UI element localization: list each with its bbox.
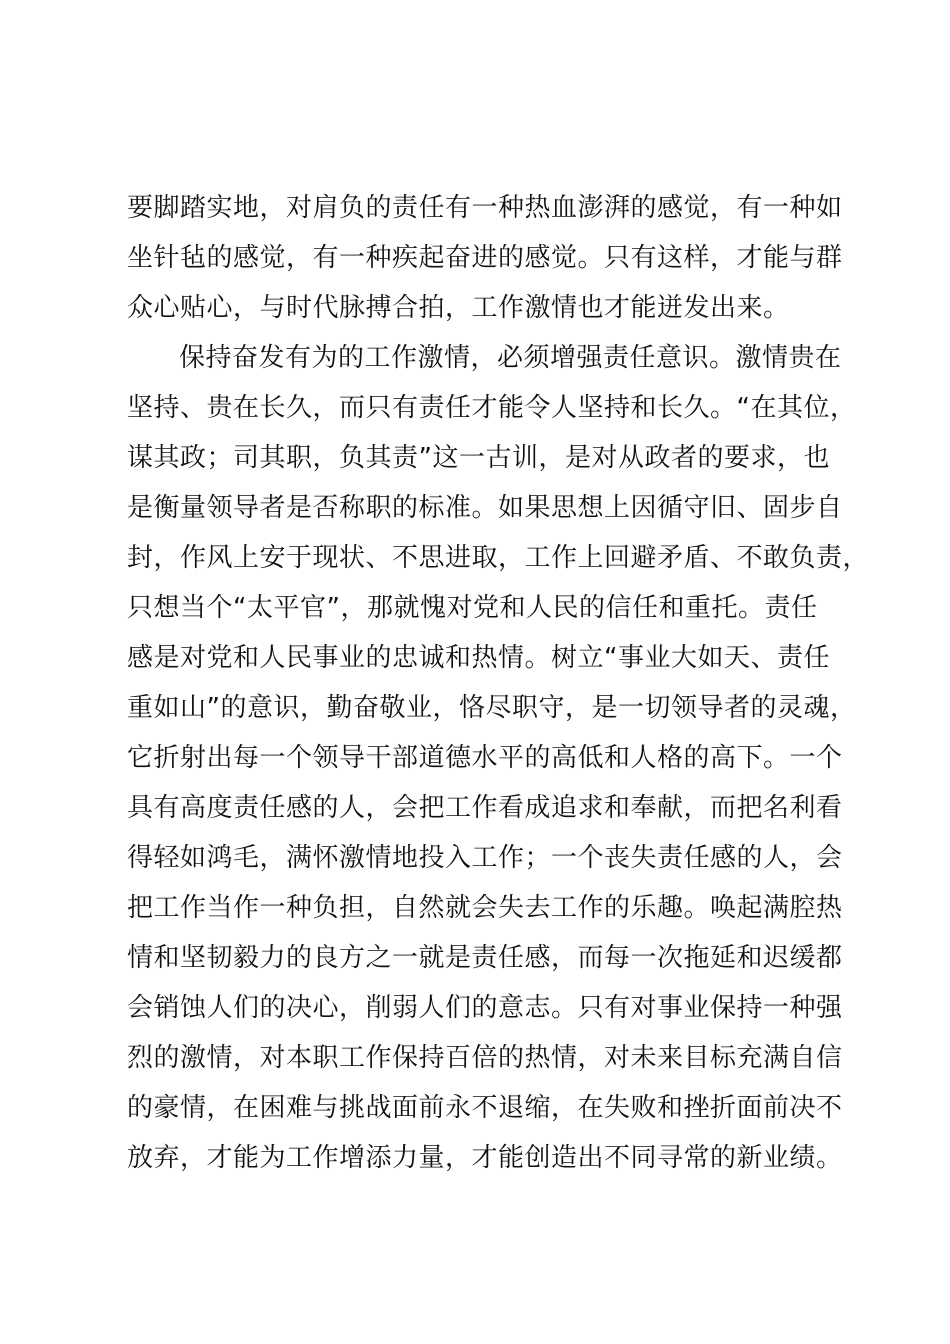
paragraph-2 <box>127 333 870 1183</box>
text-line: 会销蚀人们的决心，削弱人们的意志。只有对事业保持一种强 <box>127 993 843 1023</box>
text-line: 放弃，才能为工作增添力量，才能创造出不同寻常的新业绩。 <box>127 1143 843 1173</box>
text-line: 具有高度责任感的人，会把工作看成追求和奉献，而把名利看 <box>127 793 843 823</box>
text-line: 的豪情，在困难与挑战面前永不退缩，在失败和挫折面前决不 <box>127 1093 843 1123</box>
text-line: 封，作风上安于现状、不思进取，工作上回避矛盾、不敢负责， <box>127 543 870 573</box>
text-line: 得轻如鸿毛，满怀激情地投入工作；一个丧失责任感的人，会 <box>127 843 843 873</box>
text-line: 把工作当作一种负担，自然就会失去工作的乐趣。唤起满腔热 <box>127 893 843 923</box>
text-line: 烈的激情，对本职工作保持百倍的热情，对未来目标充满自信 <box>127 1043 843 1073</box>
text-line: 重如山”的意识，勤奋敬业，恪尽职守，是一切领导者的灵魂， <box>127 693 857 723</box>
text-line: 情和坚韧毅力的良方之一就是责任感，而每一次拖延和迟缓都 <box>127 943 843 973</box>
text-line: 坚持、贵在长久，而只有责任才能令人坚持和长久。“在其位， <box>127 393 857 423</box>
document-body <box>127 183 870 1183</box>
text-line: 众心贴心，与时代脉搏合拍，工作激情也才能迸发出来。 <box>127 293 790 323</box>
text-line: 只想当个“太平官”，那就愧对党和人民的信任和重托。责任 <box>127 593 818 623</box>
text-line: 它折射出每一个领导干部道德水平的高低和人格的高下。一个 <box>127 743 843 773</box>
text-line: 要脚踏实地，对肩负的责任有一种热血澎湃的感觉，有一种如 <box>127 193 843 223</box>
text-line: 坐针毡的感觉，有一种疾起奋进的感觉。只有这样，才能与群 <box>127 243 843 273</box>
paragraph-1 <box>127 183 847 333</box>
text-line: 保持奋发有为的工作激情，必须增强责任意识。激情贵在 <box>179 343 842 373</box>
text-line: 是衡量领导者是否称职的标准。如果思想上因循守旧、固步自 <box>127 493 843 523</box>
text-line: 感是对党和人民事业的忠诚和热情。树立“事业大如天、责任 <box>127 643 830 673</box>
text-line: 谋其政；司其职，负其责”这一古训，是对从政者的要求，也 <box>127 443 830 473</box>
